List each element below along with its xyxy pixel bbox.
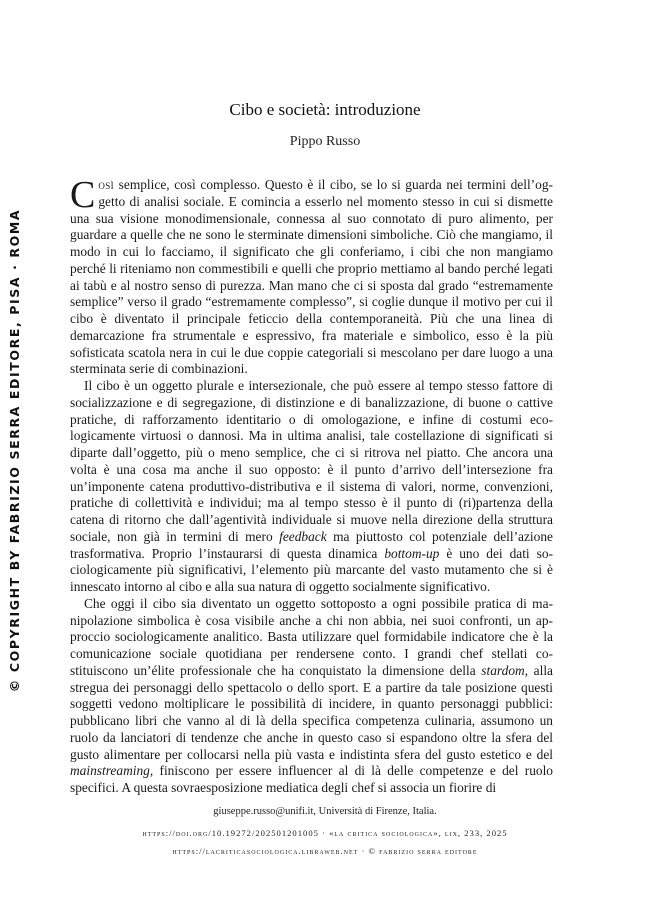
paragraph-3-text-c: , finiscono per essere influencer al di là delle competenze e del ruolo specifici. A questa sovraesposizione mediatica degli chef si associa un fiorire di (70, 763, 553, 795)
copyright-text: © COPYRIGHT BY FABRIZIO SERRA EDITORE, PISA · ROMA (7, 208, 23, 692)
website-line: https://lacriticasociologica.libraweb.net · © fabrizio serra editore (172, 846, 478, 856)
paragraph-1 (70, 174, 553, 378)
paragraph-2-text-b: ma piuttosto col potenziale dell’azione trasformativa. Proprio l’instaurarsi di questa dinamica (70, 528, 553, 561)
emphasis-bottom-up: bottom-up (384, 545, 440, 561)
paragraph-3 (70, 596, 553, 797)
article-body (70, 174, 553, 797)
paragraph-3-text-a: Che oggi il cibo sia diventato un oggetto sottoposto a ogni possibile pratica di manipolazione simbolica è cosa visibile anche a chi non abbia, nei suoi confronti, un approccio sociologicamente analitico. Basta utilizzare quel formidabile indicatore che è la comunicazione sociale quotidiana per rendersene conto. I grandi chef stellati costituiscono un’élite professionale che ha conquistato la dimensione della (70, 595, 553, 678)
author-affiliation-note: giuseppe.russo@unifi.it, Università di Firenze, Italia. (213, 806, 437, 817)
paragraph-3-text-b: , alla stregua dei personaggi dello spettacolo o dello sport. E a partire da tale posizione questi soggetti vedono moltiplicare le possibilità di incidere, in quanto personaggi pubblici: pubblicano libri che vanno al di là della specifica competenza culinaria, assumono un ruolo da lanciatori di tendenze che anche in questo caso si espandono oltre la sfera del gusto alimentare per collocarsi nella più vasta e indistinta sfera del gusto estetico e del (70, 662, 553, 762)
paragraph-2-text-a: Il cibo è un oggetto plurale e intersezionale, che può essere al tempo stesso fattore di socializzazione e di segregazione, di distinzione e di banalizzazione, di buone o cattive pratiche, di rafforzamento identitario o di omologazione, e infine di costumi ecologicamente virtuosi o dannosi. Ma in ultima analisi, tale costellazione di significati si diparte dall’oggetto, più o meno semplice, che ci si ritrova nel piatto. Che ancora una volta è una cosa ma anche il suo opposto: è il punto d’arrivo dell’intersezione fra un’imponente catena produttivo-distributiva e il sistema di valori, norme, convenzioni, pratiche di collettività e individui; ma al tempo stesso è il punto di (ri)partenza della catena di ritorno che dall’agentività individuale si muove nella direzione della struttura sociale, non già in termini di mero (70, 378, 553, 544)
emphasis-mainstreaming: mainstreaming (70, 763, 150, 779)
emphasis-feedback: feedback (279, 528, 327, 544)
paragraph-1-text: semplice, così complesso. Questo è il cibo, se lo si guarda nei termini dell’oggetto di analisi sociale. E comincia a esserlo nel momento stesso in cui si dismette una sua visione monodimensionale, connessa al suo connotato di puro alimento, per guardare a quelle che ne sono le sterminate dimensioni simboliche. Ciò che mangiamo, il modo in cui lo facciamo, il significato che gli conferiamo, i cibi che non mangiamo perché li riteniamo non commestibili e quelli che proprio mettiamo al bando perché legati ai tabù e al nostro senso di purezza. Man mano che ci si sposta dal grado “estremamente semplice” verso il grado “estremamente complesso”, si coglie dunque il motivo per cui il cibo è diventato il principale feticcio della contemporaneità. Più che una linea di demarcazione fra strumentale e espressivo, fra materiale e simbolico, esso è la più sofisticata scatola nera in cui le due coppie categoriali si mescolano per dare luogo a una sterminata serie di combinazioni. (70, 177, 553, 377)
emphasis-stardom: stardom (481, 662, 525, 678)
article-title: Cibo e società: introduzione (229, 100, 421, 119)
drop-cap: C (70, 174, 96, 216)
paragraph-2-text-c: è uno dei dati sociologicamente più significativi, l’elemento più marcante del vasto mutamento che si è innescato intorno al cibo e alla sua natura di oggetto socialmente significativo. (70, 545, 553, 594)
opening-smallcaps: osì (98, 177, 115, 192)
paragraph-2 (70, 378, 553, 596)
doi-line: https://doi.org/10.19272/202501201005 · «la critica sociologica», lix, 233, 2025 (142, 828, 508, 838)
article-author: Pippo Russo (289, 134, 361, 149)
copyright-sidebar (4, 208, 26, 692)
